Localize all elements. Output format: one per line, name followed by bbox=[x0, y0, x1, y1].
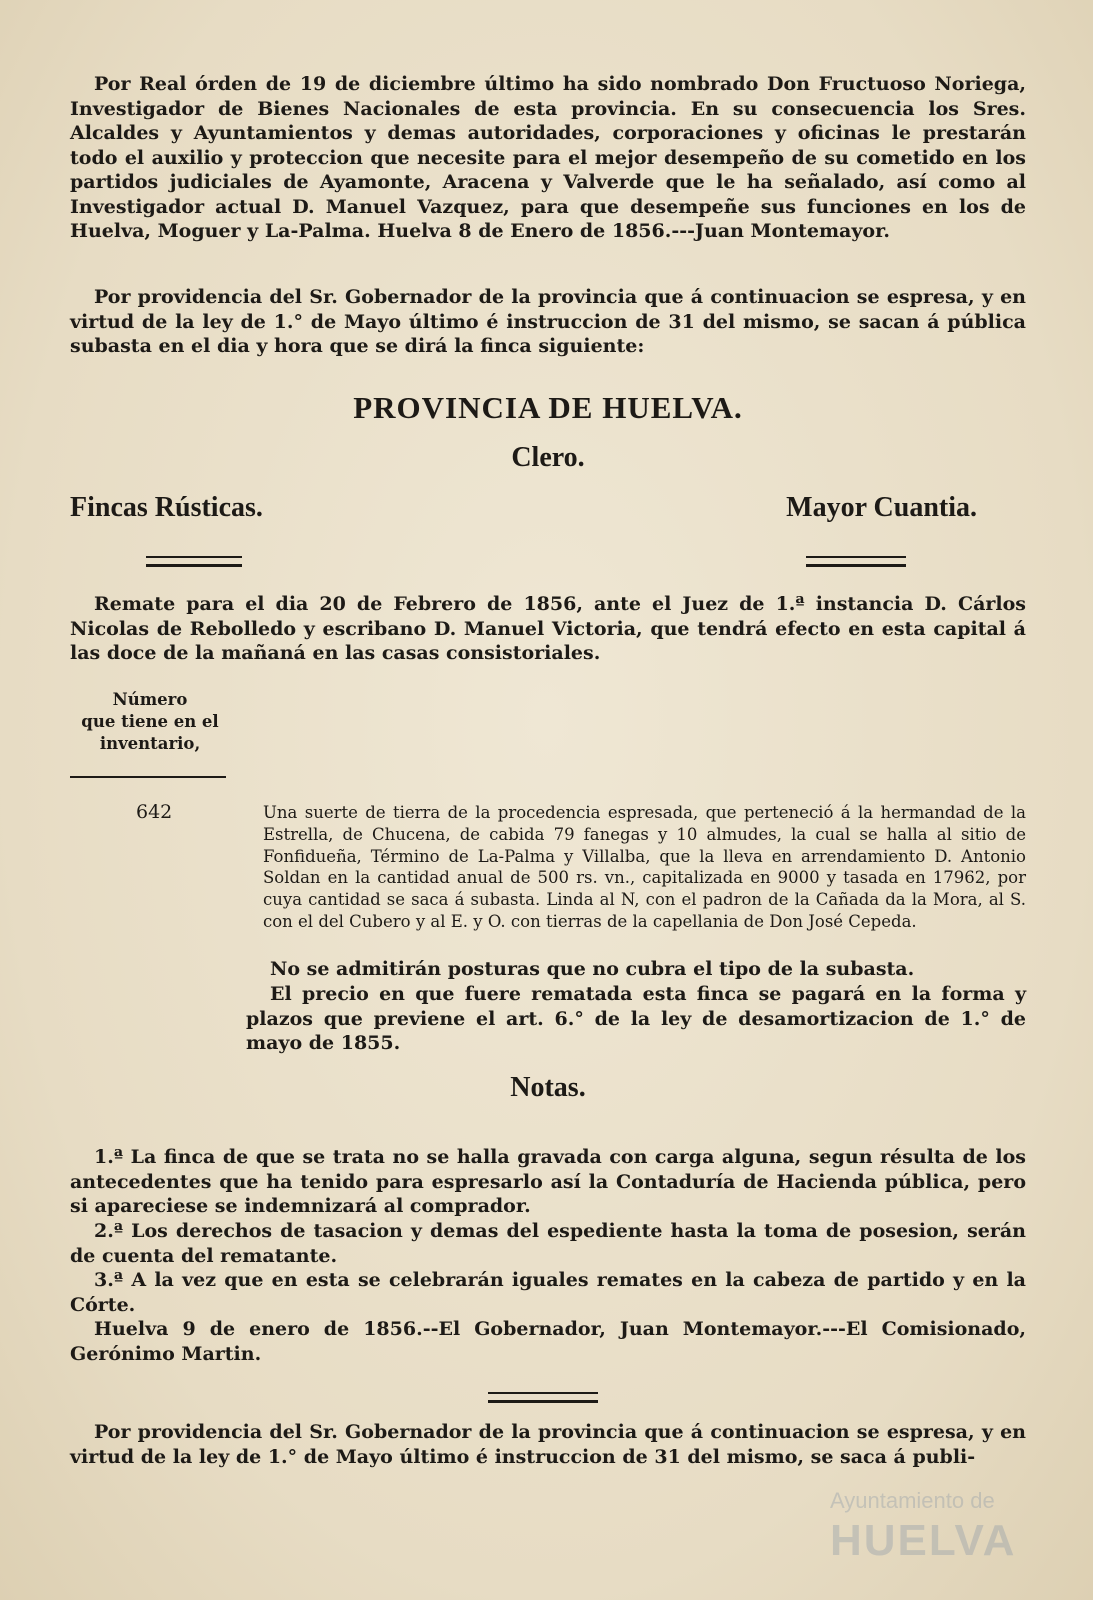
divider-rule-right bbox=[806, 556, 906, 567]
note-1: 1.ª La finca de que se trata no se halla gravada con carga alguna, segun résulta de los antecedentes que ha tenido para espresarlo así la Contaduría de Hacienda pública, pero si apareciese se indemnizará al comprador. bbox=[70, 1146, 1026, 1217]
inventory-label bbox=[70, 689, 230, 754]
category-left-heading: Fincas Rústicas. bbox=[70, 492, 263, 523]
decree-paragraph: Por Real órden de 19 de diciembre último ha sido nombrado Don Fructuoso Noriega, Investigador de Bienes Nacionales de esta provincia. En su consecuencia los Sres. Alcaldes y Ayuntamientos y demas autoridades, corporaciones y oficinas le prestarán todo el auxilio y proteccion que necesite para el mejor desempeño de su cometido en los partidos judiciales de Ayamonte, Aracena y Valverde que le ha señalado, así como al Investigador actual D. Manuel Vazquez, para que desempeñe sus funciones en los de Huelva, Moguer y La-Palma. Huelva 8 de Enero de 1856.---Juan Montemayor. bbox=[70, 73, 1026, 242]
section-heading: Clero. bbox=[511, 442, 585, 473]
notes-signature: Huelva 9 de enero de 1856.--El Gobernador, Juan Montemayor.---El Comisionado, Gerónimo Martin. bbox=[70, 1318, 1026, 1365]
inventory-number: 642 bbox=[136, 801, 173, 823]
watermark-line: Ayuntamiento de bbox=[830, 1488, 995, 1513]
ayuntamiento-watermark bbox=[790, 1488, 1050, 1578]
note-3: 3.ª A la vez que en esta se celebrarán iguales remates en la cabeza de partido y en la Córte. bbox=[70, 1269, 1026, 1316]
property-description: Una suerte de tierra de la procedencia espresada, que perteneció á la hermandad de la Estrella, de Chucena, de cabida 79 fanegas y 10 almudes, la cual se halla al sitio de Fonfidueña, Término de La-Palma y Villalba, que la lleva en arrendamiento D. Antonio Soldan en la cantidad anual de 500 rs. vn., capitalizada en 9000 y tasada en 17962, por cuya cantidad se saca á subasta. Linda al N, con el padron de la Cañada da la Mora, al S. con el del Cubero y al E. y O. con tierras de la capellania de Don José Cepeda. bbox=[263, 803, 1026, 931]
province-heading: PROVINCIA DE HUELVA. bbox=[353, 390, 743, 425]
intro-paragraph: Por providencia del Sr. Gobernador de la provincia que á continuacion se espresa, y en virtud de la ley de 1.° de Mayo último é instruccion de 31 del mismo, se sacan á pública subasta en el dia y hora que se dirá la finca siguiente: bbox=[70, 286, 1026, 357]
divider-rule-left bbox=[146, 556, 242, 567]
notes-heading: Notas. bbox=[510, 1072, 586, 1103]
watermark-wordmark: HUELVA bbox=[830, 1516, 1017, 1565]
closing-paragraph: Por providencia del Sr. Gobernador de la provincia que á continuacion se espresa, y en virtud de la ley de 1.° de Mayo último é instruccion de 31 del mismo, se saca á publi- bbox=[70, 1421, 1026, 1468]
inventory-label-line: Número bbox=[112, 690, 188, 709]
condition-payment: El precio en que fuere rematada esta finca se pagará en la forma y plazos que previene el art. 6.° de la ley de desamortizacion de 1.° de mayo de 1855. bbox=[246, 983, 1026, 1054]
inventory-label-underline bbox=[70, 776, 226, 778]
category-right-heading: Mayor Cuantia. bbox=[786, 492, 977, 523]
inventory-label-line: que tiene en el bbox=[81, 711, 219, 731]
condition-minimum-bid: No se admitirán posturas que no cubra el tipo de la subasta. bbox=[270, 958, 915, 980]
auction-paragraph: Remate para el dia 20 de Febrero de 1856, ante el Juez de 1.ª instancia D. Cárlos Nicolas de Rebolledo y escribano D. Manuel Victoria, que tendrá efecto en esta capital á las doce de la mañaná en las casas consistoriales. bbox=[70, 593, 1026, 664]
divider-rule-bottom bbox=[488, 1392, 598, 1403]
note-2: 2.ª Los derechos de tasacion y demas del espediente hasta la toma de posesion, serán de cuenta del rematante. bbox=[70, 1220, 1026, 1267]
inventory-label-line: inventario, bbox=[99, 733, 201, 753]
